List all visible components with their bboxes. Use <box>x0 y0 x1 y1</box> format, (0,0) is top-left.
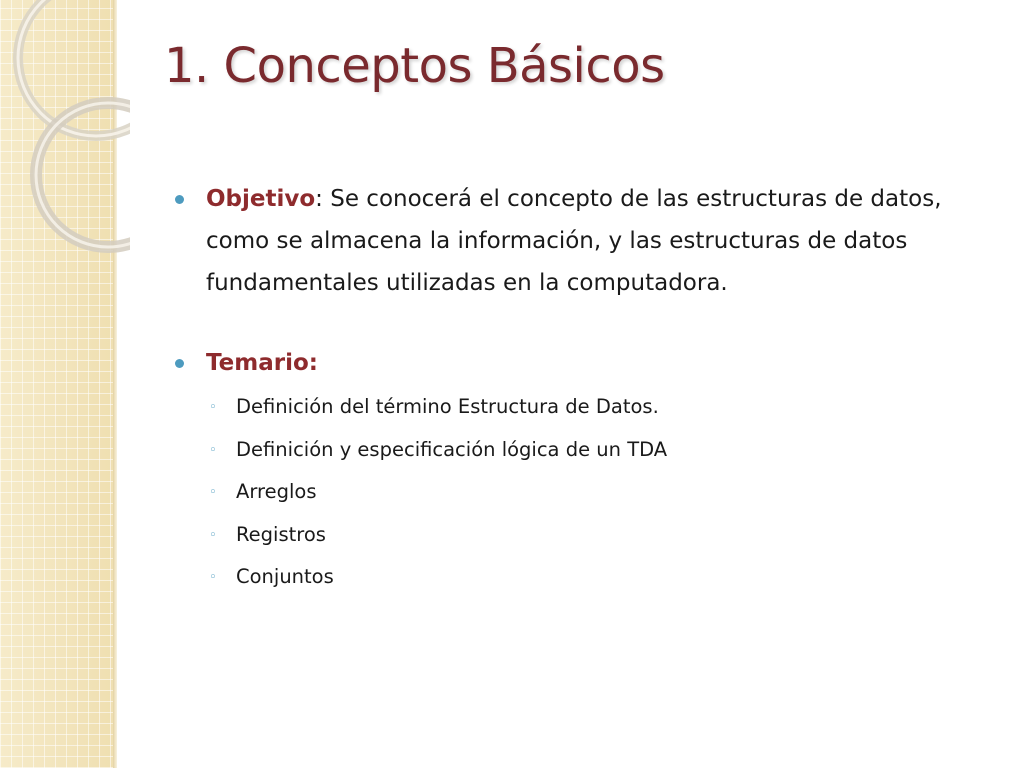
bullet-spacer <box>172 304 972 342</box>
temario-item-text: Definición y especificación lógica de un TDA <box>236 437 668 461</box>
sub-bullet-icon: ◦ <box>209 485 217 500</box>
list-item <box>172 514 972 557</box>
sub-bullet-icon: ◦ <box>209 400 217 415</box>
objetivo-separator: : <box>315 186 323 212</box>
list-item <box>172 471 972 514</box>
temario-item-text: Arreglos <box>236 480 317 503</box>
slide-content <box>172 178 972 599</box>
temario-item-text: Registros <box>236 522 326 546</box>
objetivo-label: Objetivo <box>206 186 316 212</box>
temario-label: Temario: <box>206 350 318 376</box>
temario-item-text: Definición del término Estructura de Datos. <box>236 395 659 418</box>
list-item <box>172 556 972 599</box>
sub-bullet-icon: ◦ <box>209 570 217 585</box>
bullet-icon <box>175 195 184 204</box>
decorative-rings-graphic <box>0 0 130 260</box>
slide-title: 1. Conceptos Básicos <box>164 38 665 94</box>
bullet-objetivo <box>172 178 972 304</box>
sub-bullet-icon: ◦ <box>209 442 217 458</box>
bullet-icon <box>175 359 184 368</box>
objetivo-text: Se conocerá el concepto de las estructuras de datos, como se almacena la información, y las estructuras de datos fundamentales utilizadas en la computadora. <box>206 186 942 296</box>
bullet-temario <box>172 342 972 384</box>
temario-item-text: Conjuntos <box>236 565 334 588</box>
list-item <box>172 386 972 429</box>
sub-bullet-icon: ◦ <box>209 527 217 543</box>
temario-sublist <box>172 386 972 599</box>
list-item <box>172 429 972 472</box>
